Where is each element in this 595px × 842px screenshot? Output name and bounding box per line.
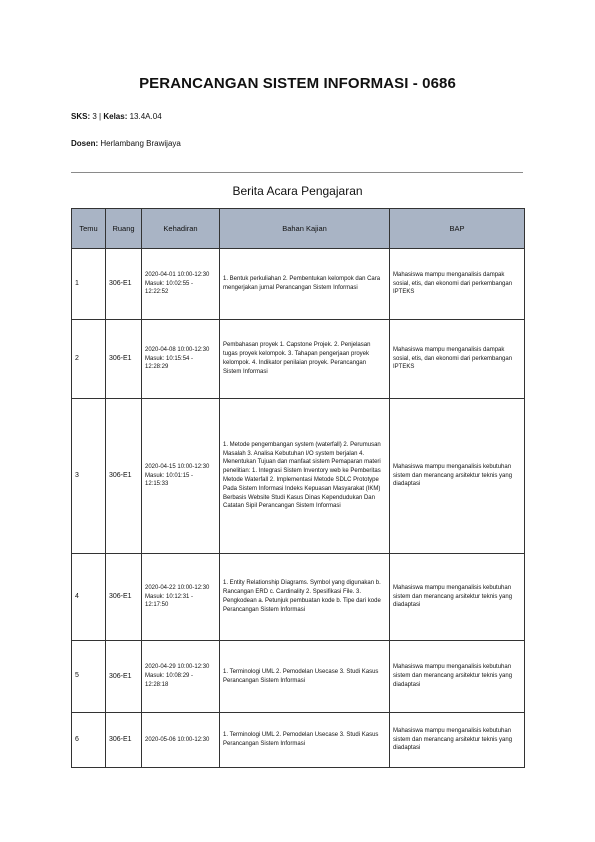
attendance-time: Masuk: 10:15:54 - 12:28:29 xyxy=(145,355,194,371)
cell-bahan-kajian: 1. Entity Relationship Diagrams. Symbol yang digunakan b. Rancangan ERD c. Cardinality 2. Spesifikasi File. 3. Pengkodean a. Petunjuk pembuatan kode b. Tipe dari kode Perancangan Sistem Informasi xyxy=(220,554,390,641)
column-header-kehadiran: Kehadiran xyxy=(142,209,220,249)
table-row xyxy=(72,399,525,554)
cell-temu: 3 xyxy=(72,399,106,554)
sks-value: 3 xyxy=(92,112,97,121)
cell-temu: 2 xyxy=(72,320,106,399)
attendance-time: Masuk: 10:12:31 - 12:17:50 xyxy=(145,593,194,609)
cell-ruang: 306-E1 xyxy=(106,713,142,768)
cell-bap: Mahasiswa mampu menganalisis dampak sosial, etis, dan ekonomi dari perkembangan IPTEKS xyxy=(390,249,525,320)
section-title: Berita Acara Pengajaran xyxy=(232,184,363,198)
schedule-time: 2020-04-29 10:00-12:30 xyxy=(145,664,210,671)
kelas-label: Kelas: xyxy=(103,112,128,121)
schedule-time: 2020-04-08 10:00-12:30 xyxy=(145,346,210,353)
cell-bap: Mahasiswa mampu menganalisis kebutuhan sistem dan merancang arsitektur teknis yang diadaptasi xyxy=(390,399,525,554)
attendance-time: Masuk: 10:02:55 - 12:22:52 xyxy=(145,280,194,296)
meta-separator: | xyxy=(99,112,102,121)
cell-bahan-kajian: 1. Metode pengembangan system (waterfall) 2. Perumusan Masalah 3. Analisa Kebutuhan I/O system berjalan 4. Menentukan Tujuan dan manfaat sistem Pemaparan materi penelitian: 1. Integrasi Sistem Inventory web ke Pemberitas Metode Waterfall 2. Implementasi Metode SDLC Prototype Pada Sistem Informasi Indeks Kepuasan Masyarakat (IKM) Berbasis Website Studi Kasus Dinas Kependudukan Dan Catatan Sipil Perancangan Sistem Informasi xyxy=(220,399,390,554)
cell-bap: Mahasiswa mampu menganalisis kebutuhan sistem dan merancang arsitektur teknis yang diadaptasi xyxy=(390,713,525,768)
cell-temu: 6 xyxy=(72,713,106,768)
cell-kehadiran xyxy=(142,399,220,554)
schedule-time: 2020-04-01 10:00-12:30 xyxy=(145,271,210,278)
cell-kehadiran xyxy=(142,713,220,768)
divider xyxy=(71,172,523,173)
table-row xyxy=(72,713,525,768)
column-header-temu: Temu xyxy=(72,209,106,249)
cell-ruang: 306-E1 xyxy=(106,320,142,399)
table-header-row xyxy=(72,209,525,249)
kelas-value: 13.4A.04 xyxy=(129,112,162,121)
course-title: PERANCANGAN SISTEM INFORMASI - 0686 xyxy=(139,75,456,92)
column-header-bap: BAP xyxy=(390,209,525,249)
cell-temu: 1 xyxy=(72,249,106,320)
table-row xyxy=(72,554,525,641)
table-row xyxy=(72,641,525,713)
attendance-time: Masuk: 10:01:15 - 12:15:33 xyxy=(145,472,194,488)
column-header-bahan-kajian: Bahan Kajian xyxy=(220,209,390,249)
cell-bahan-kajian: 1. Bentuk perkuliahan 2. Pembentukan kelompok dan Cara mengerjakan jurnal Perancangan Sistem Informasi xyxy=(220,249,390,320)
teaching-record-table xyxy=(71,208,525,768)
table-row xyxy=(72,320,525,399)
table-row xyxy=(72,249,525,320)
course-meta xyxy=(71,112,162,121)
schedule-time: 2020-04-15 10:00-12:30 xyxy=(145,463,210,470)
cell-ruang: 306-E1 xyxy=(106,249,142,320)
cell-ruang: 306-E1 xyxy=(106,641,142,713)
cell-kehadiran xyxy=(142,641,220,713)
schedule-time: 2020-04-22 10:00-12:30 xyxy=(145,584,210,591)
cell-ruang: 306-E1 xyxy=(106,399,142,554)
cell-bahan-kajian: 1. Terminologi UML 2. Pemodelan Usecase 3. Studi Kasus Perancangan Sistem Informasi xyxy=(220,713,390,768)
cell-temu: 4 xyxy=(72,554,106,641)
cell-kehadiran xyxy=(142,320,220,399)
cell-ruang: 306-E1 xyxy=(106,554,142,641)
cell-temu: 5 xyxy=(72,641,106,713)
cell-bap: Mahasiswa mampu menganalisis kebutuhan sistem dan merancang arsitektur teknis yang diadaptasi xyxy=(390,554,525,641)
cell-bahan-kajian: 1. Terminologi UML 2. Pemodelan Usecase 3. Studi Kasus Perancangan Sistem Informasi xyxy=(220,641,390,713)
dosen-label: Dosen: xyxy=(71,139,99,148)
sks-label: SKS: xyxy=(71,112,91,121)
column-header-ruang: Ruang xyxy=(106,209,142,249)
cell-bap: Mahasiswa mampu menganalisis kebutuhan sistem dan merancang arsitektur teknis yang diadaptasi xyxy=(390,641,525,713)
lecturer-line xyxy=(71,139,181,148)
cell-kehadiran xyxy=(142,554,220,641)
dosen-value: Herlambang Brawijaya xyxy=(100,139,181,148)
cell-bap: Mahasiswa mampu menganalisis dampak sosial, etis, dan ekonomi dari perkembangan IPTEKS xyxy=(390,320,525,399)
schedule-time: 2020-05-06 10:00-12:30 xyxy=(145,736,210,743)
attendance-time: Masuk: 10:08:29 - 12:28:18 xyxy=(145,673,194,688)
cell-kehadiran xyxy=(142,249,220,320)
cell-bahan-kajian: Pembahasan proyek 1. Capstone Projek. 2. Penjelasan tugas proyek kelompok. 3. Tahapan pengerjaan proyek kelompok. 4. Indikator penilaian proyek. Perancangan Sistem Informasi xyxy=(220,320,390,399)
